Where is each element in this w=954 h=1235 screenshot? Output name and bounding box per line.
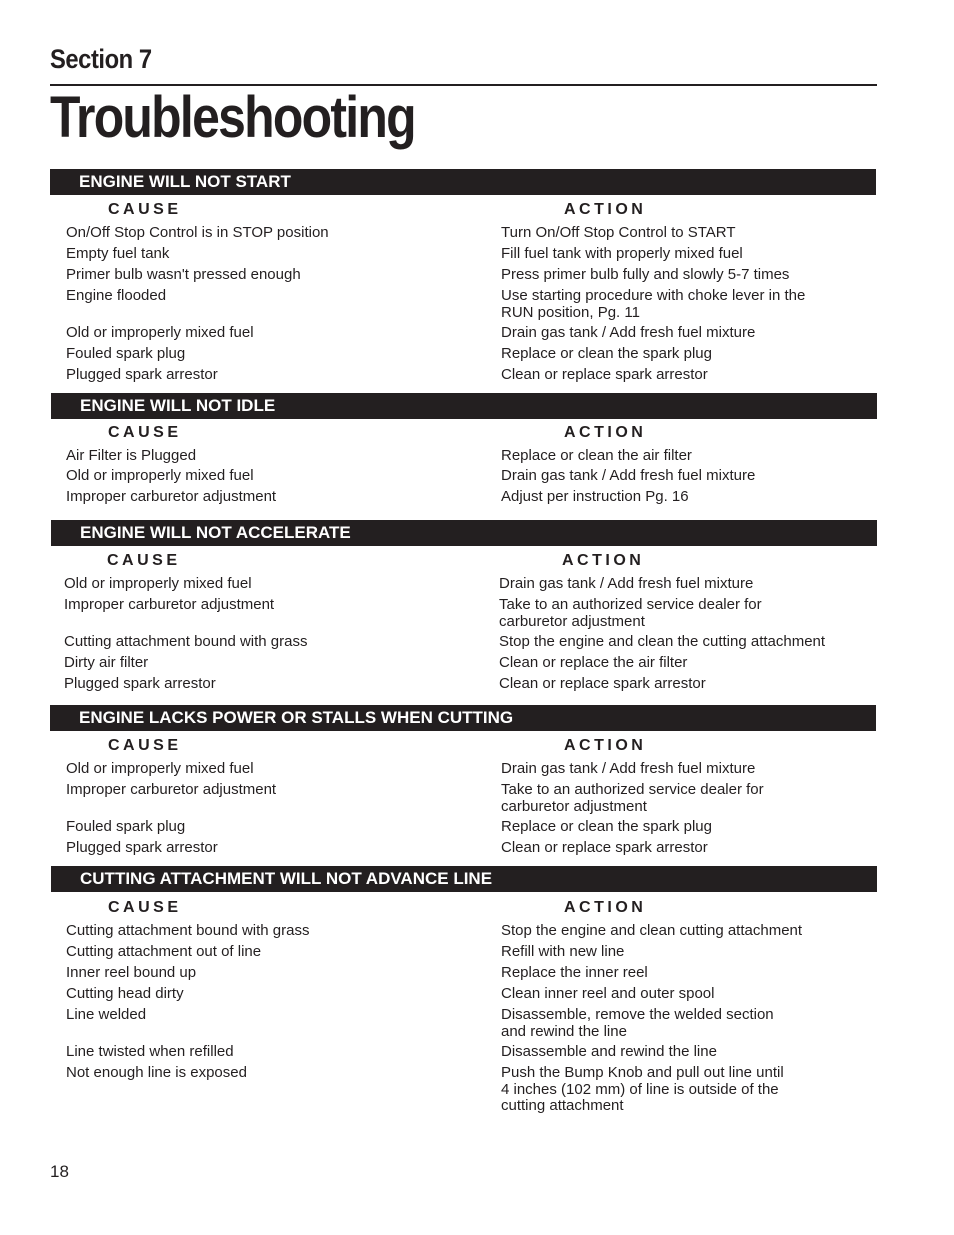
cause-text: Old or improperly mixed fuel xyxy=(66,467,254,484)
cause-text: Cutting attachment bound with grass xyxy=(64,633,308,650)
cause-text: Empty fuel tank xyxy=(66,245,170,262)
cause-text: Primer bulb wasn't pressed enough xyxy=(66,266,301,283)
action-text: Press primer bulb fully and slowly 5-7 times xyxy=(501,266,790,283)
cause-text: Plugged spark arrestor xyxy=(66,366,218,383)
action-text: Clean or replace spark arrestor xyxy=(499,675,706,692)
cause-text: Line welded xyxy=(66,1006,147,1023)
cause-text: Air Filter is Plugged xyxy=(66,447,197,464)
action-text: Adjust per instruction Pg. 16 xyxy=(501,488,689,505)
cause-text: Cutting attachment bound with grass xyxy=(66,922,310,939)
action-text: Use starting procedure with choke lever in the RUN position, Pg. 11 xyxy=(501,287,806,321)
action-text: Drain gas tank / Add fresh fuel mixture xyxy=(499,575,754,592)
action-text: Clean inner reel and outer spool xyxy=(501,985,715,1002)
action-text: Clean or replace spark arrestor xyxy=(501,839,708,856)
action-column-header: ACTION xyxy=(562,552,645,569)
action-column-header: ACTION xyxy=(564,899,647,916)
cause-column-header: CAUSE xyxy=(108,201,182,218)
section-label: Section 7 xyxy=(50,44,152,74)
action-text: Replace or clean the spark plug xyxy=(501,818,712,835)
action-text: Stop the engine and clean cutting attachment xyxy=(501,922,803,939)
cause-column-header: CAUSE xyxy=(107,552,181,569)
cause-text: Inner reel bound up xyxy=(66,964,197,981)
action-text: Take to an authorized service dealer for carburetor adjustment xyxy=(501,781,764,815)
cause-text: Fouled spark plug xyxy=(66,818,186,835)
action-column-header: ACTION xyxy=(564,424,647,441)
action-text: Clean or replace spark arrestor xyxy=(501,366,708,383)
action-text: Replace the inner reel xyxy=(501,964,648,981)
action-text: Drain gas tank / Add fresh fuel mixture xyxy=(501,760,756,777)
cause-text: Old or improperly mixed fuel xyxy=(64,575,252,592)
section-heading-bar: ENGINE WILL NOT ACCELERATE xyxy=(51,520,877,546)
cause-text: Old or improperly mixed fuel xyxy=(66,760,254,777)
cause-text: Plugged spark arrestor xyxy=(66,839,218,856)
cause-text: Line twisted when refilled xyxy=(66,1043,234,1060)
cause-text: Plugged spark arrestor xyxy=(64,675,216,692)
cause-text: Old or improperly mixed fuel xyxy=(66,324,254,341)
page-title: Troubleshooting xyxy=(50,85,415,150)
action-text: Turn On/Off Stop Control to START xyxy=(501,224,736,241)
cause-column-header: CAUSE xyxy=(108,424,182,441)
action-text: Push the Bump Knob and pull out line until 4 inches (102 mm) of line is outside of the cutting attachment xyxy=(501,1064,784,1114)
cause-column-header: CAUSE xyxy=(108,899,182,916)
action-text: Drain gas tank / Add fresh fuel mixture xyxy=(501,324,756,341)
action-text: Drain gas tank / Add fresh fuel mixture xyxy=(501,467,756,484)
cause-text: Cutting head dirty xyxy=(66,985,184,1002)
section-heading-bar: ENGINE WILL NOT IDLE xyxy=(51,393,877,419)
action-text: Disassemble and rewind the line xyxy=(501,1043,717,1060)
cause-text: Not enough line is exposed xyxy=(66,1064,247,1081)
action-text: Clean or replace the air filter xyxy=(499,654,688,671)
action-text: Take to an authorized service dealer for carburetor adjustment xyxy=(499,596,762,630)
action-column-header: ACTION xyxy=(564,201,647,218)
action-text: Replace or clean the spark plug xyxy=(501,345,712,362)
cause-text: On/Off Stop Control is in STOP position xyxy=(66,224,329,241)
action-text: Fill fuel tank with properly mixed fuel xyxy=(501,245,743,262)
page-number: 18 xyxy=(50,1162,69,1181)
action-text: Disassemble, remove the welded section and rewind the line xyxy=(501,1006,774,1040)
cause-text: Cutting attachment out of line xyxy=(66,943,262,960)
action-text: Stop the engine and clean the cutting attachment xyxy=(499,633,826,650)
cause-text: Fouled spark plug xyxy=(66,345,186,362)
section-heading-bar: CUTTING ATTACHMENT WILL NOT ADVANCE LINE xyxy=(51,866,877,892)
cause-text: Improper carburetor adjustment xyxy=(66,781,277,798)
cause-column-header: CAUSE xyxy=(108,737,182,754)
cause-text: Engine flooded xyxy=(66,287,167,304)
cause-text: Improper carburetor adjustment xyxy=(66,488,277,505)
cause-text: Dirty air filter xyxy=(64,654,149,671)
cause-text: Improper carburetor adjustment xyxy=(64,596,275,613)
section-heading-bar: ENGINE LACKS POWER OR STALLS WHEN CUTTING xyxy=(50,705,876,731)
action-text: Refill with new line xyxy=(501,943,625,960)
action-text: Replace or clean the air filter xyxy=(501,447,692,464)
action-column-header: ACTION xyxy=(564,737,647,754)
section-heading-bar: ENGINE WILL NOT START xyxy=(50,169,876,195)
